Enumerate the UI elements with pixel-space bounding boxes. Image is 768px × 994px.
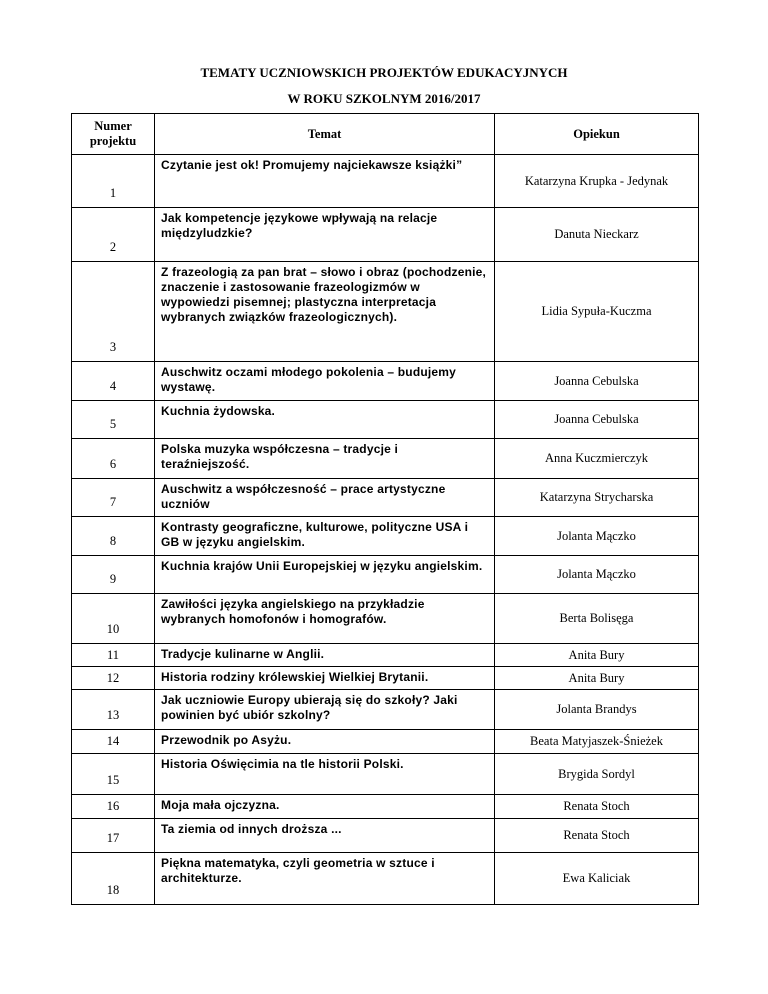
project-number: 3: [72, 262, 155, 362]
project-number: 14: [72, 730, 155, 754]
table-row: [72, 401, 699, 439]
table-row: [72, 853, 699, 905]
table-row: [72, 439, 699, 479]
project-tutor: Berta Bolisęga: [495, 594, 699, 644]
project-topic: Jak kompetencje językowe wpływają na relacje międzyludzkie?: [155, 208, 495, 262]
table-row: [72, 362, 699, 401]
project-topic: Przewodnik po Asyżu.: [155, 730, 495, 754]
header-number: Numer projektu: [72, 114, 155, 155]
table-row: [72, 754, 699, 795]
project-topic: Polska muzyka współczesna – tradycje i teraźniejszość.: [155, 439, 495, 479]
project-tutor: Anita Bury: [495, 644, 699, 667]
project-tutor: Renata Stoch: [495, 795, 699, 819]
project-number: 2: [72, 208, 155, 262]
project-tutor: Jolanta Brandys: [495, 690, 699, 730]
project-topic: Historia rodziny królewskiej Wielkiej Brytanii.: [155, 667, 495, 690]
table-row: [72, 517, 699, 556]
project-number: 12: [72, 667, 155, 690]
project-topic: Kuchnia krajów Unii Europejskiej w języku angielskim.: [155, 556, 495, 594]
document-title: TEMATY UCZNIOWSKICH PROJEKTÓW EDUKACYJNYCH: [200, 65, 568, 80]
project-topic: Zawiłości języka angielskiego na przykładzie wybranych homofonów i homografów.: [155, 594, 495, 644]
projects-table: [71, 113, 699, 905]
project-number: 9: [72, 556, 155, 594]
project-tutor: Lidia Sypuła-Kuczma: [495, 262, 699, 362]
project-number: 18: [72, 853, 155, 905]
project-tutor: Joanna Cebulska: [495, 401, 699, 439]
project-number: 4: [72, 362, 155, 401]
project-tutor: Renata Stoch: [495, 819, 699, 853]
table-row: [72, 730, 699, 754]
project-number: 17: [72, 819, 155, 853]
project-tutor: Anna Kuczmierczyk: [495, 439, 699, 479]
project-tutor: Anita Bury: [495, 667, 699, 690]
project-topic: Jak uczniowie Europy ubierają się do szkoły? Jaki powinien być ubiór szkolny?: [155, 690, 495, 730]
project-topic: Kuchnia żydowska.: [155, 401, 495, 439]
project-number: 10: [72, 594, 155, 644]
project-topic: Z frazeologią za pan brat – słowo i obraz (pochodzenie, znaczenie i zastosowanie frazeologizmów w wypowiedzi pisemnej; plastyczna interpretacja wybranych związków frazeologicznych).: [155, 262, 495, 362]
project-topic: Czytanie jest ok! Promujemy najciekawsze książki”: [155, 155, 495, 208]
table-row: [72, 556, 699, 594]
project-number: 8: [72, 517, 155, 556]
header-tutor: Opiekun: [495, 114, 699, 155]
project-tutor: Jolanta Mączko: [495, 556, 699, 594]
project-number: 13: [72, 690, 155, 730]
project-tutor: Katarzyna Strycharska: [495, 479, 699, 517]
project-number: 11: [72, 644, 155, 667]
project-topic: Auschwitz a współczesność – prace artystyczne uczniów: [155, 479, 495, 517]
table-row: [72, 819, 699, 853]
header-topic: Temat: [155, 114, 495, 155]
project-tutor: Brygida Sordyl: [495, 754, 699, 795]
project-number: 7: [72, 479, 155, 517]
table-row: [72, 262, 699, 362]
table-row: [72, 594, 699, 644]
project-topic: Moja mała ojczyzna.: [155, 795, 495, 819]
table-row: [72, 479, 699, 517]
project-tutor: Beata Matyjaszek-Śnieżek: [495, 730, 699, 754]
project-topic: Ta ziemia od innych droższa ...: [155, 819, 495, 853]
project-number: 16: [72, 795, 155, 819]
document-subtitle: W ROKU SZKOLNYM 2016/2017: [287, 91, 481, 106]
project-tutor: Joanna Cebulska: [495, 362, 699, 401]
project-number: 1: [72, 155, 155, 208]
project-topic: Historia Oświęcimia na tle historii Polski.: [155, 754, 495, 795]
project-topic: Tradycje kulinarne w Anglii.: [155, 644, 495, 667]
project-topic: Kontrasty geograficzne, kulturowe, polityczne USA i GB w języku angielskim.: [155, 517, 495, 556]
table-row: [72, 795, 699, 819]
project-tutor: Ewa Kaliciak: [495, 853, 699, 905]
project-number: 5: [72, 401, 155, 439]
table-row: [72, 155, 699, 208]
project-topic: Piękna matematyka, czyli geometria w sztuce i architekturze.: [155, 853, 495, 905]
project-number: 15: [72, 754, 155, 795]
table-row: [72, 690, 699, 730]
project-tutor: Danuta Nieckarz: [495, 208, 699, 262]
table-row: [72, 667, 699, 690]
project-number: 6: [72, 439, 155, 479]
project-topic: Auschwitz oczami młodego pokolenia – budujemy wystawę.: [155, 362, 495, 401]
project-tutor: Jolanta Mączko: [495, 517, 699, 556]
project-tutor: Katarzyna Krupka - Jedynak: [495, 155, 699, 208]
table-header-row: [72, 114, 699, 155]
table-row: [72, 208, 699, 262]
table-row: [72, 644, 699, 667]
